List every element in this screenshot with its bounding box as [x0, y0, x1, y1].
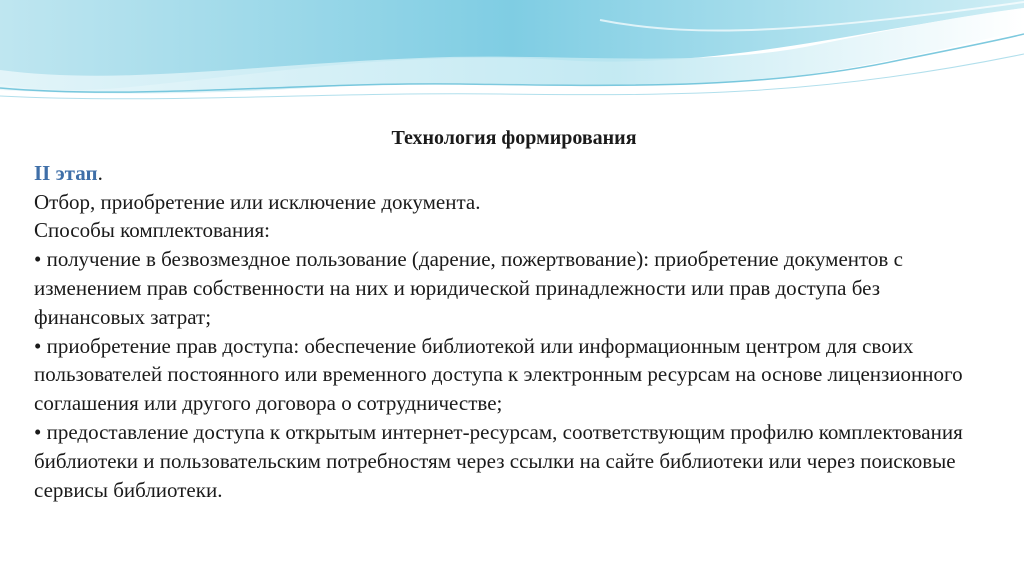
bullet-item: • приобретение прав доступа: обеспечение библиотекой или информационным центром для своих пользователей постоянного или временного доступа к электронным ресурсам на основе лицензионного соглашения или другого договора о сотрудничестве; — [34, 333, 963, 416]
body-line-selection: Отбор, приобретение или исключение документа. — [34, 189, 481, 214]
stage-line — [34, 159, 994, 188]
bullet-item: • получение в безвозмездное пользование (дарение, пожертвование): приобретение документов с изменением прав собственности на них и юридической принадлежности или прав доступа без финансовых затрат; — [34, 247, 903, 329]
slide-title: Технология формирования — [391, 127, 637, 149]
bullet-item: • предоставление доступа к открытым интернет-ресурсам, соответствующим профилю комплектования библиотеки и пользовательским потребностям через ссылки на сайте библиотеки или через поисковые сервисы библиотеки. — [34, 419, 963, 502]
decorative-wave-header — [0, 0, 1024, 110]
body-line-methods: Способы комплектования: — [34, 218, 270, 243]
slide-body — [34, 124, 994, 504]
stage-punct: . — [97, 160, 103, 185]
stage-label: II этап — [34, 160, 98, 185]
